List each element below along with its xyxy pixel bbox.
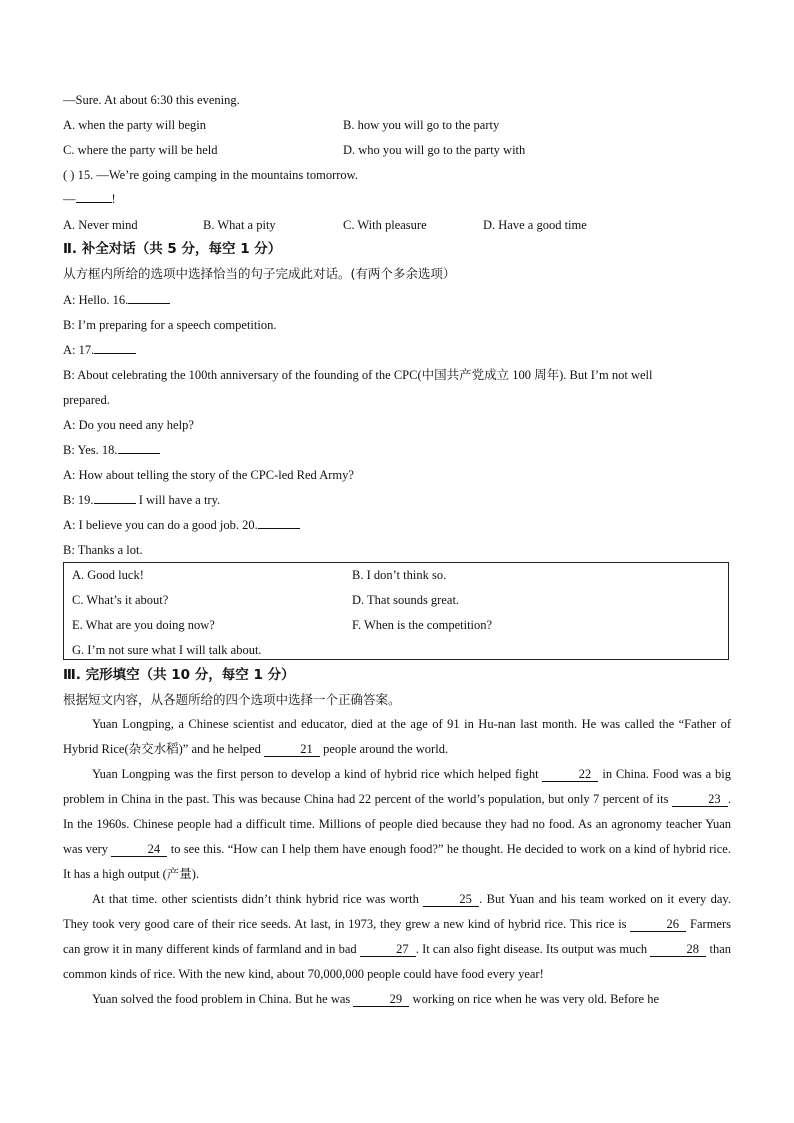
section-3-instruction: 根据短文内容，从各题所给的四个选项中选择一个正确答案。 bbox=[63, 692, 401, 707]
q15-reply-end: ! bbox=[111, 192, 116, 206]
cloze-blank-27: 27 bbox=[360, 942, 416, 957]
cloze-blank-29: 29 bbox=[353, 992, 409, 1007]
q15-option-d: D. Have a good time bbox=[483, 218, 587, 232]
passage-text: . It can also fight disease. Its output was much bbox=[415, 942, 651, 956]
q15-reply bbox=[63, 191, 116, 207]
cloze-blank-23: 23 bbox=[672, 792, 728, 807]
dialogue-line: B: About celebrating the 100th anniversary of the founding of the CPC(中国共产党成立 100 周年). But I’m not well bbox=[63, 368, 653, 382]
q15-option-c: C. With pleasure bbox=[343, 218, 427, 232]
dialogue-line-16 bbox=[63, 292, 170, 308]
box-option-d: D. That sounds great. bbox=[352, 593, 460, 607]
options-box bbox=[63, 562, 729, 660]
q14-option-d: D. who you will go to the party with bbox=[343, 143, 526, 157]
passage-text: . But Yuan and his team worked on it every day. They took very good care of their rice seeds. At last, in 1973, they grew a new kind of hybrid rice. This rice is bbox=[63, 892, 731, 931]
q15-reply-dash: — bbox=[63, 192, 76, 206]
passage-text: working on rice when he was very old. Before he bbox=[409, 992, 659, 1006]
box-option-c: C. What’s it about? bbox=[72, 593, 169, 607]
blank-20 bbox=[258, 528, 300, 529]
section-2-title: Ⅱ. 补全对话（共 5 分，每空 1 分） bbox=[63, 241, 282, 257]
cloze-paragraph-1 bbox=[63, 712, 731, 762]
cloze-paragraph-4 bbox=[63, 987, 731, 1012]
box-option-g: G. I’m not sure what I will talk about. bbox=[72, 643, 262, 657]
dialogue-text: I will have a try. bbox=[135, 493, 221, 507]
dialogue-text: A: I believe you can do a good job. 20. bbox=[63, 518, 258, 532]
dialogue-line: prepared. bbox=[63, 393, 110, 407]
blank-16 bbox=[128, 303, 170, 304]
cloze-blank-26: 26 bbox=[630, 917, 686, 932]
dialogue-line-19 bbox=[63, 492, 220, 508]
dialogue-text: B: Yes. 18. bbox=[63, 443, 118, 457]
passage-text: Yuan solved the food problem in China. But he was bbox=[92, 992, 354, 1006]
box-option-e: E. What are you doing now? bbox=[72, 618, 215, 632]
blank-19 bbox=[94, 503, 136, 504]
blank-17 bbox=[94, 353, 136, 354]
passage-text: . In the 1960s. Chinese people had a difficult time. Millions of people died because they had no food. As an agronomy teacher Yuan was very bbox=[63, 792, 731, 856]
q15-stem: ( ) 15. —We’re going camping in the mountains tomorrow. bbox=[63, 168, 358, 182]
q15-option-a: A. Never mind bbox=[63, 218, 138, 232]
dialogue-line-18 bbox=[63, 442, 160, 458]
passage-text: in China. Food was a big problem in China in the past. This was because China had 22 percent of the world’s population, but only 7 percent of its bbox=[63, 767, 731, 806]
dialogue-line: A: How about telling the story of the CPC-led Red Army? bbox=[63, 468, 354, 482]
cloze-blank-25: 25 bbox=[423, 892, 479, 907]
passage-text: Farmers can grow it in many different kinds of farmland and in bad bbox=[63, 917, 731, 956]
passage-text: to see this. “How can I help them have enough food?” he thought. He decided to work on a kind of hybrid rice. It has a high output (产量). bbox=[63, 842, 731, 881]
passage-text: than common kinds of rice. With the new kind, about 70,000,000 people could have food every year! bbox=[63, 942, 731, 981]
blank-18 bbox=[118, 453, 160, 454]
cloze-blank-21: 21 bbox=[264, 742, 320, 757]
q15-option-b: B. What a pity bbox=[203, 218, 276, 232]
q14-option-c: C. where the party will be held bbox=[63, 143, 218, 157]
q15-answer-blank bbox=[76, 202, 112, 203]
passage-text: people around the world. bbox=[319, 742, 449, 756]
passage-text: Yuan Longping was the first person to develop a kind of hybrid rice which helped fight bbox=[92, 767, 543, 781]
cloze-paragraph-2 bbox=[63, 762, 731, 887]
section-2-instruction: 从方框内所给的选项中选择恰当的句子完成此对话。(有两个多余选项） bbox=[63, 266, 456, 281]
section-3-title: Ⅲ. 完形填空（共 10 分，每空 1 分） bbox=[63, 667, 295, 683]
dialogue-text: A: 17. bbox=[63, 343, 95, 357]
box-option-f: F. When is the competition? bbox=[352, 618, 493, 632]
q14-option-b: B. how you will go to the party bbox=[343, 118, 500, 132]
passage-text: Yuan Longping, a Chinese scientist and educator, died at the age of 91 in Hu-nan last month. He was called the “Father of Hybrid Rice(杂交水稻)” and he helped bbox=[63, 717, 731, 756]
cloze-passage bbox=[63, 712, 731, 1012]
dialogue-line: B: I’m preparing for a speech competition. bbox=[63, 318, 277, 332]
cloze-paragraph-3 bbox=[63, 887, 731, 987]
dialogue-line-20 bbox=[63, 517, 300, 533]
cloze-blank-22: 22 bbox=[542, 767, 598, 782]
box-option-a: A. Good luck! bbox=[72, 568, 144, 582]
dialogue-line: A: Do you need any help? bbox=[63, 418, 194, 432]
cloze-blank-28: 28 bbox=[650, 942, 706, 957]
cloze-blank-24: 24 bbox=[111, 842, 167, 857]
passage-text: At that time. other scientists didn’t think hybrid rice was worth bbox=[92, 892, 424, 906]
box-option-b: B. I don’t think so. bbox=[352, 568, 447, 582]
dialogue-line-17 bbox=[63, 342, 136, 358]
dialogue-line: B: Thanks a lot. bbox=[63, 543, 143, 557]
q14-tail: —Sure. At about 6:30 this evening. bbox=[63, 93, 240, 107]
q14-option-a: A. when the party will begin bbox=[63, 118, 207, 132]
dialogue-text: A: Hello. 16. bbox=[63, 293, 129, 307]
dialogue-text: B: 19. bbox=[63, 493, 94, 507]
